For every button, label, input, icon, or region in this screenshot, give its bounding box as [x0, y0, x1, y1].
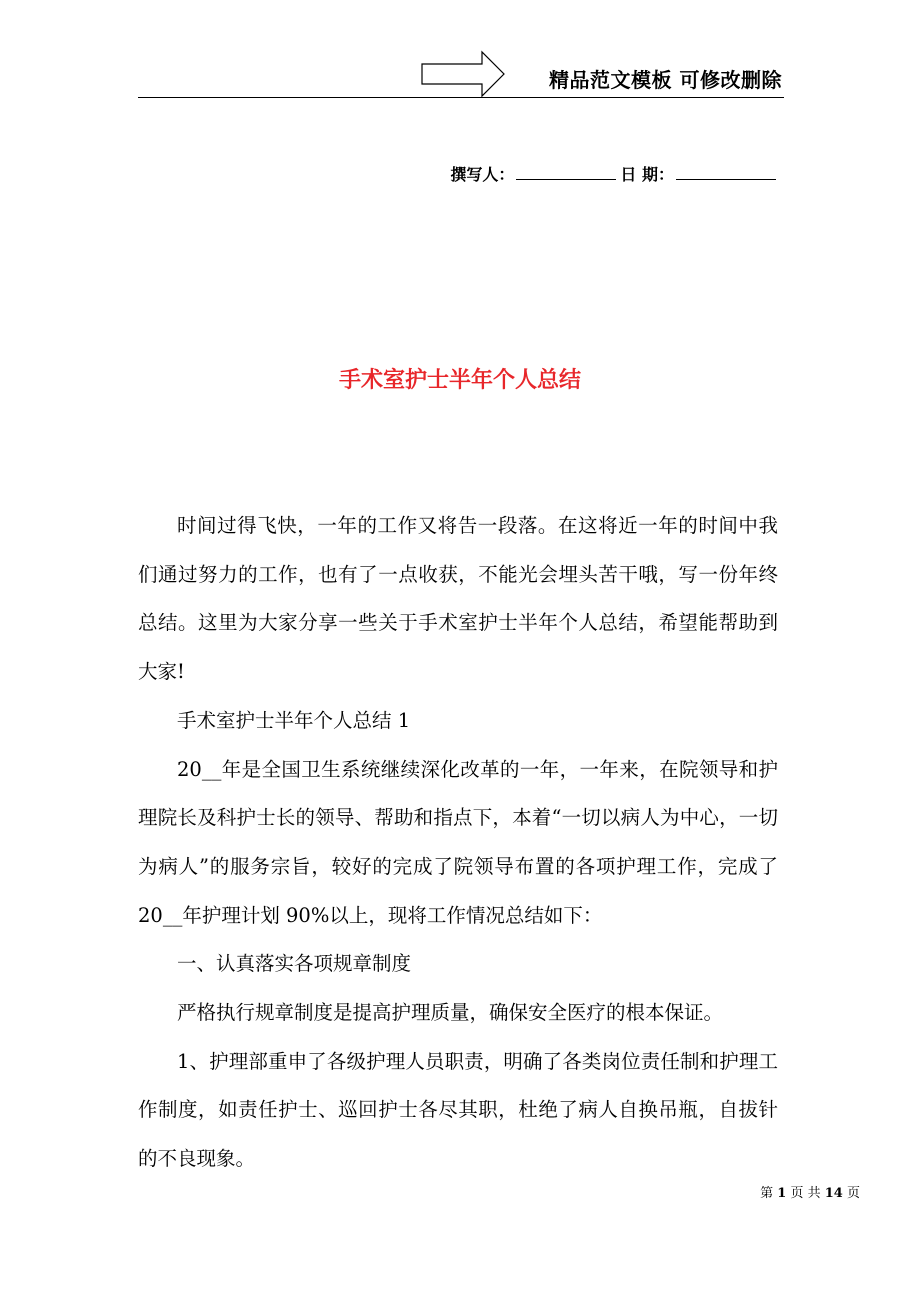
paragraph-2: 严格执行规章制度是提高护理质量，确保安全医疗的根本保证。 [177, 1001, 724, 1025]
header-rule [138, 97, 784, 98]
date-blank [676, 165, 776, 180]
footer-middle: 页 共 [790, 1186, 821, 1201]
document-body [138, 502, 778, 1184]
author-blank [516, 165, 616, 180]
date-label: 日 期： [620, 165, 674, 184]
footer-prefix: 第 [760, 1186, 774, 1201]
footer-page-number: 1 [777, 1186, 787, 1201]
author-line [450, 162, 780, 185]
paragraph-3: 1、护理部重申了各级护理人员职责，明确了各类岗位责任制和护理工作制度，如责任护士、巡回护士各尽其职，杜绝了病人自换吊瓶，自拔针的不良现象。 [138, 1049, 778, 1171]
header-banner: 精品范文模板 可修改删除 [549, 68, 782, 92]
header-arrow-icon [420, 50, 506, 102]
page-footer [760, 1182, 860, 1201]
intro-paragraph: 时间过得飞快，一年的工作又将告一段落。在这将近一年的时间中我们通过努力的工作，也有了一点收获，不能光会埋头苦干哦，写一份年终总结。这里为大家分享一些关于手术室护士半年个人总结，希望能帮助到大家! [138, 514, 778, 684]
footer-total-pages: 14 [824, 1186, 843, 1201]
paragraph-1: 20__年是全国卫生系统继续深化改革的一年，一年来，在院领导和护理院长及科护士长的领导、帮助和指点下，本着“一切以病人为中心，一切为病人”的服务宗旨，较好的完成了院领导布置的各项护理工作，完成了 20__年护理计划 90%以上，现将工作情况总结如下： [138, 757, 778, 927]
section-title: 手术室护士半年个人总结 1 [177, 708, 411, 732]
footer-suffix: 页 [846, 1186, 860, 1201]
document-title: 手术室护士半年个人总结 [338, 368, 581, 393]
author-label: 撰写人： [450, 165, 515, 184]
heading-1: 一、认真落实各项规章制度 [177, 952, 412, 976]
